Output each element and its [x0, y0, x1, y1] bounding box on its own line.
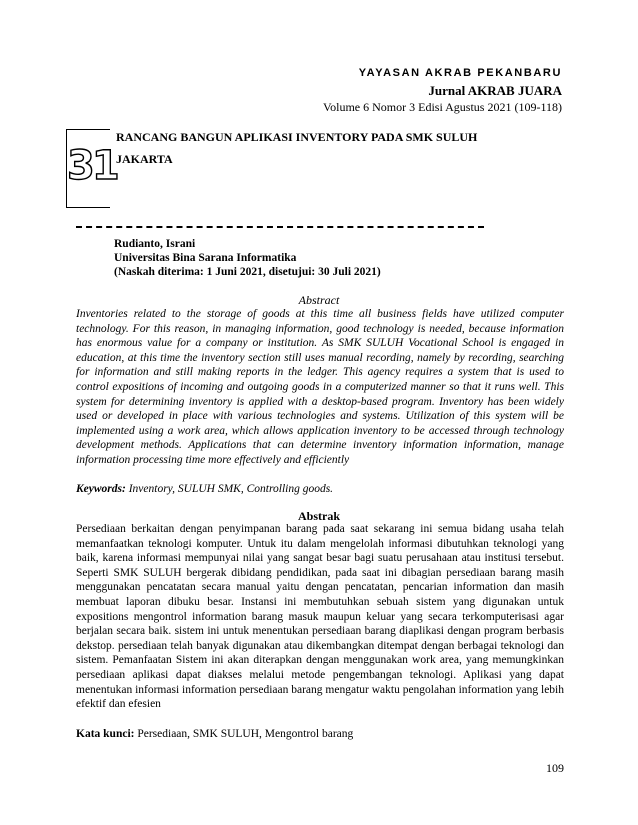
keywords-en — [76, 482, 564, 497]
publisher-name: YAYASAN AKRAB PEKANBARU — [358, 67, 562, 79]
journal-volume: Volume 6 Nomor 3 Edisi Agustus 2021 (109-118) — [323, 100, 562, 114]
abstract-en-heading: Abstract — [298, 293, 340, 307]
journal-name: Jurnal AKRAB JUARA — [428, 83, 562, 98]
affiliation: Universitas Bina Sarana Informatika — [114, 252, 297, 264]
page-number: 109 — [546, 761, 564, 775]
abstract-id-heading: Abstrak — [297, 509, 340, 523]
paper-title-line-1: RANCANG BANGUN APLIKASI INVENTORY PADA SMK SULUH — [116, 130, 478, 144]
keywords-en-label: Keywords: — [76, 483, 126, 495]
title-divider — [76, 226, 484, 228]
keywords-id-values: Persediaan, SMK SULUH, Mengontrol barang — [134, 728, 354, 740]
keywords-en-values: Inventory, SULUH SMK, Controlling goods. — [125, 483, 334, 495]
abstract-en-text: Inventories related to the storage of goods at this time all business fields have utilized computer technology. For this reason, in managing information, good technology is needed, because information has enormous value for a company or institution. As SMK SULUH Vocational School is engaged in education, at this time the inventory section still uses manual recording, namely by recording, searching for information and still making reports in the ledger. This agency requires a system that is used to control expositions of incoming and outgoing goods in a computerized manner so that it runs well. This system for determining inventory is applied with a desktop-based program. Inventory has been widely used or developed in place with various technologies and systems. Utilization of this system will be implemented using a work area, which allows application inventory to be accessed through technology development methods. Applications that can determine inventory information information, manage information processing time more effectively and efficiently — [76, 308, 564, 466]
issue-number: 31 — [67, 143, 117, 189]
issue-number-box — [66, 129, 117, 208]
received-dates: (Naskah diterima: 1 Juni 2021, disetujui: 30 Juli 2021) — [114, 266, 381, 278]
keywords-id — [76, 727, 564, 742]
authors: Rudianto, Israni — [114, 238, 196, 250]
keywords-id-label: Kata kunci: — [76, 728, 135, 740]
abstract-id-text: Persediaan berkaitan dengan penyimpanan barang pada saat sekarang ini semua bidang usaha telah memanfaatkan teknologi komputer. Untuk itu dalam mengelolah informasi dibutuhkan teknologi yang baik, karena informasi mempunyai nilai yang sangat besar bagi suatu perusahaan atau institusi tersebut. Seperti SMK SULUH bergerak dibidang pendidikan, pada saat ini dibagian persediaan barang masih menggunakan pencatatan secara manual yaitu dengan pencatatan, pencarian information dan masih membuat laporan dibuku besar. Instansi ini membutuhkan sebuah sistem yang digunakan untuk expositions mengontrol information barang masuk maupun keluar yang secara terkomputerisasi agar berjalan secara baik. sistem ini untuk menentukan persediaan barang diaplikasi dengan program berbasis dekstop. persediaan telah banyak digunakan atau dikembangkan ditempat dengan berbagai teknologi dan sistem. Pemanfaatan Sistem ini akan diterapkan dengan menggunakan work area, yang memungkinkan persediaan aplikasi dapat diakses melalui metode pengembangan teknologi. Aplikasi yang dapat menentukan informasi information persediaan barang mengatur waktu pengolahan information yang lebih efektif dan efesien — [76, 523, 564, 711]
paper-title-line-2: JAKARTA — [116, 152, 173, 166]
